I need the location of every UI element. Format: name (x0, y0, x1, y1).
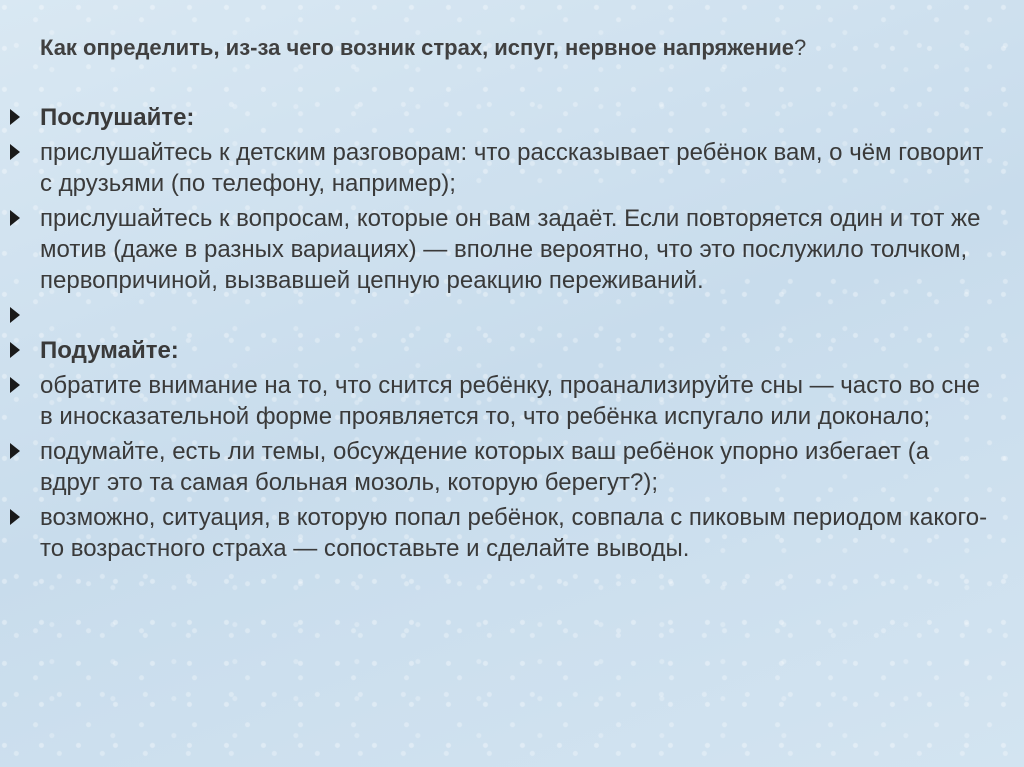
slide-title-text: Как определить, из-за чего возник страх, испуг, нервное напряжение (40, 35, 794, 60)
list-item-text: прислушайтесь к вопросам, которые он вам задаёт. Если повторяется один и тот же мотив (даже в разных вариациях) — вполне вероятно, что это послужило толчком, первопричиной, вызвавшей цепную реакцию переживаний. (40, 205, 981, 294)
list-item-text: подумайте, есть ли темы, обсуждение которых ваш ребёнок упорно избегает (а вдруг это та самая больная мозоль, которую берегут?); (40, 438, 930, 496)
list-item-empty (0, 300, 990, 331)
triangle-right-icon (10, 443, 20, 459)
list-item (0, 203, 990, 296)
triangle-right-icon (10, 144, 20, 160)
list-item-text: прислушайтесь к детским разговорам: что рассказывает ребёнок вам, о чём говорит с друзьями (по телефону, например); (40, 139, 984, 197)
list-item (0, 502, 990, 564)
list-item-text: Послушайте: (40, 104, 195, 131)
triangle-right-icon (10, 509, 20, 525)
triangle-right-icon (10, 377, 20, 393)
list-item (0, 102, 990, 133)
list-item (0, 137, 990, 199)
list-item-text: обратите внимание на то, что снится ребёнку, проанализируйте сны — часто во сне в иносказательной форме проявляется то, что ребёнка испугало или доконало; (40, 372, 980, 430)
slide-title (40, 33, 1000, 63)
slide-title-question-mark: ? (793, 35, 807, 60)
list-item (0, 370, 990, 432)
bullet-list (0, 102, 1024, 568)
list-item-text: возможно, ситуация, в которую попал ребёнок, совпала с пиковым периодом какого-то возрастного страха — сопоставьте и сделайте выводы. (40, 504, 988, 562)
list-item (0, 436, 990, 498)
triangle-right-icon (10, 342, 20, 358)
triangle-right-icon (10, 307, 20, 323)
list-item (0, 335, 990, 366)
list-item-text: Подумайте: (40, 337, 179, 364)
triangle-right-icon (10, 109, 20, 125)
triangle-right-icon (10, 210, 20, 226)
